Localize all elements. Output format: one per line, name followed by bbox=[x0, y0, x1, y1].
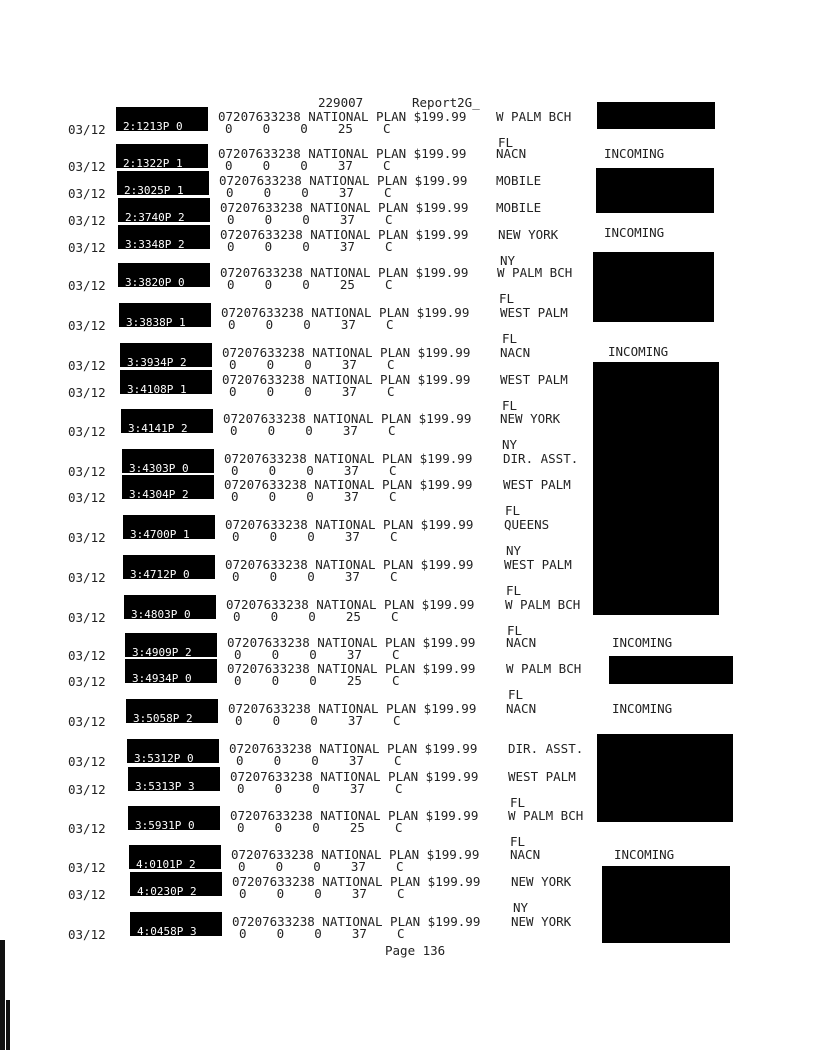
incoming-label: INCOMING bbox=[614, 847, 675, 862]
row-location: W PALM BCH bbox=[497, 265, 573, 280]
row-date: 03/12 bbox=[68, 887, 106, 902]
redaction-block bbox=[596, 168, 714, 213]
row-time: 2:3025P 1 bbox=[124, 184, 184, 197]
row-account: 07207633238 NATIONAL PLAN $199.99 bbox=[221, 305, 470, 320]
row-location: WEST PALM bbox=[500, 305, 568, 320]
row-time: 2:1213P 0 bbox=[123, 120, 183, 133]
row-time: 2:1322P 1 bbox=[123, 157, 183, 170]
row-location: NACN bbox=[506, 635, 537, 650]
row-state: FL bbox=[506, 583, 522, 598]
row-date: 03/12 bbox=[68, 754, 106, 769]
row-account: 07207633238 NATIONAL PLAN $199.99 bbox=[226, 597, 475, 612]
row-location: DIR. ASST. bbox=[503, 451, 579, 466]
row-account: 07207633238 NATIONAL PLAN $199.99 bbox=[218, 109, 467, 124]
row-counts: 0 0 0 37 C bbox=[229, 357, 395, 372]
row-time: 3:5313P 3 bbox=[135, 780, 195, 793]
row-time: 4:0458P 3 bbox=[137, 925, 197, 938]
header-right: Report2G_ bbox=[412, 95, 480, 110]
row-location: WEST PALM bbox=[504, 557, 572, 572]
row-counts: 0 0 0 25 C bbox=[237, 820, 403, 835]
row-location: NACN bbox=[510, 847, 541, 862]
redaction-block bbox=[609, 656, 733, 684]
row-counts: 0 0 0 37 C bbox=[232, 529, 398, 544]
row-state: FL bbox=[507, 623, 523, 638]
row-date: 03/12 bbox=[68, 821, 106, 836]
row-account: 07207633238 NATIONAL PLAN $199.99 bbox=[220, 265, 469, 280]
row-counts: 0 0 0 37 C bbox=[227, 239, 393, 254]
row-date: 03/12 bbox=[68, 186, 106, 201]
incoming-label: INCOMING bbox=[612, 701, 673, 716]
header-left: 229007 bbox=[318, 95, 364, 110]
row-account: 07207633238 NATIONAL PLAN $199.99 bbox=[230, 808, 479, 823]
row-state: NY bbox=[500, 253, 516, 268]
row-account: 07207633238 NATIONAL PLAN $199.99 bbox=[229, 741, 478, 756]
row-location: NACN bbox=[496, 146, 527, 161]
row-counts: 0 0 0 37 C bbox=[239, 926, 405, 941]
row-counts: 0 0 0 37 C bbox=[226, 185, 392, 200]
row-location: NEW YORK bbox=[511, 914, 572, 929]
row-date: 03/12 bbox=[68, 240, 106, 255]
row-date: 03/12 bbox=[68, 358, 106, 373]
row-account: 07207633238 NATIONAL PLAN $199.99 bbox=[218, 146, 467, 161]
row-state: FL bbox=[510, 795, 526, 810]
row-counts: 0 0 0 37 C bbox=[234, 647, 400, 662]
redaction-block bbox=[593, 362, 719, 615]
row-date: 03/12 bbox=[68, 213, 106, 228]
row-time: 3:4803P 0 bbox=[131, 608, 191, 621]
row-location: MOBILE bbox=[496, 200, 542, 215]
redaction-block bbox=[597, 734, 733, 822]
row-time: 3:3348P 2 bbox=[125, 238, 185, 251]
row-time: 3:5312P 0 bbox=[134, 752, 194, 765]
row-date: 03/12 bbox=[68, 674, 106, 689]
row-location: W PALM BCH bbox=[505, 597, 581, 612]
row-account: 07207633238 NATIONAL PLAN $199.99 bbox=[219, 173, 468, 188]
row-time: 3:4108P 1 bbox=[127, 383, 187, 396]
row-date: 03/12 bbox=[68, 464, 106, 479]
row-time: 3:4934P 0 bbox=[132, 672, 192, 685]
row-time: 3:3820P 0 bbox=[125, 276, 185, 289]
row-date: 03/12 bbox=[68, 530, 106, 545]
row-account: 07207633238 NATIONAL PLAN $199.99 bbox=[222, 345, 471, 360]
row-counts: 0 0 0 25 C bbox=[233, 609, 399, 624]
row-location: NEW YORK bbox=[500, 411, 561, 426]
row-time: 3:4700P 1 bbox=[130, 528, 190, 541]
row-state: FL bbox=[499, 291, 515, 306]
row-account: 07207633238 NATIONAL PLAN $199.99 bbox=[224, 477, 473, 492]
row-state: FL bbox=[508, 687, 524, 702]
row-time: 4:0230P 2 bbox=[137, 885, 197, 898]
redaction-block bbox=[593, 252, 714, 322]
row-date: 03/12 bbox=[68, 278, 106, 293]
row-date: 03/12 bbox=[68, 424, 106, 439]
row-account: 07207633238 NATIONAL PLAN $199.99 bbox=[232, 874, 481, 889]
row-account: 07207633238 NATIONAL PLAN $199.99 bbox=[231, 847, 480, 862]
row-time: 3:3934P 2 bbox=[127, 356, 187, 369]
row-date: 03/12 bbox=[68, 385, 106, 400]
scan-edge-mark bbox=[0, 940, 5, 1050]
row-time: 4:0101P 2 bbox=[136, 858, 196, 871]
row-state: FL bbox=[498, 135, 514, 150]
row-location: W PALM BCH bbox=[496, 109, 572, 124]
row-date: 03/12 bbox=[68, 860, 106, 875]
row-date: 03/12 bbox=[68, 570, 106, 585]
row-time: 3:4909P 2 bbox=[132, 646, 192, 659]
row-counts: 0 0 0 25 C bbox=[234, 673, 400, 688]
row-time: 3:3838P 1 bbox=[126, 316, 186, 329]
row-date: 03/12 bbox=[68, 782, 106, 797]
row-state: FL bbox=[502, 398, 518, 413]
row-counts: 0 0 0 37 C bbox=[230, 423, 396, 438]
row-location: WEST PALM bbox=[508, 769, 576, 784]
row-time: 3:4304P 2 bbox=[129, 488, 189, 501]
row-date: 03/12 bbox=[68, 159, 106, 174]
incoming-label: INCOMING bbox=[612, 635, 673, 650]
row-state: NY bbox=[502, 437, 518, 452]
row-account: 07207633238 NATIONAL PLAN $199.99 bbox=[227, 635, 476, 650]
row-date: 03/12 bbox=[68, 318, 106, 333]
incoming-label: INCOMING bbox=[604, 146, 665, 161]
incoming-label: INCOMING bbox=[608, 344, 669, 359]
row-date: 03/12 bbox=[68, 610, 106, 625]
row-time: 3:4303P 0 bbox=[129, 462, 189, 475]
row-counts: 0 0 0 25 C bbox=[227, 277, 393, 292]
row-counts: 0 0 0 37 C bbox=[231, 463, 397, 478]
row-date: 03/12 bbox=[68, 714, 106, 729]
row-location: NEW YORK bbox=[498, 227, 559, 242]
row-account: 07207633238 NATIONAL PLAN $199.99 bbox=[220, 227, 469, 242]
row-date: 03/12 bbox=[68, 648, 106, 663]
row-location: QUEENS bbox=[504, 517, 550, 532]
row-account: 07207633238 NATIONAL PLAN $199.99 bbox=[223, 411, 472, 426]
row-counts: 0 0 0 37 C bbox=[227, 212, 393, 227]
row-state: NY bbox=[513, 900, 529, 915]
row-location: DIR. ASST. bbox=[508, 741, 584, 756]
row-time: 3:5058P 2 bbox=[133, 712, 193, 725]
row-account: 07207633238 NATIONAL PLAN $199.99 bbox=[228, 701, 477, 716]
row-time: 3:5931P 0 bbox=[135, 819, 195, 832]
row-counts: 0 0 0 37 C bbox=[229, 384, 395, 399]
row-location: W PALM BCH bbox=[506, 661, 582, 676]
row-date: 03/12 bbox=[68, 927, 106, 942]
row-account: 07207633238 NATIONAL PLAN $199.99 bbox=[220, 200, 469, 215]
page-number: Page 136 bbox=[385, 943, 446, 958]
row-counts: 0 0 0 37 C bbox=[238, 859, 404, 874]
row-counts: 0 0 0 37 C bbox=[239, 886, 405, 901]
row-account: 07207633238 NATIONAL PLAN $199.99 bbox=[225, 517, 474, 532]
redaction-block bbox=[597, 102, 715, 129]
row-location: W PALM BCH bbox=[508, 808, 584, 823]
row-location: MOBILE bbox=[496, 173, 542, 188]
scan-edge-mark bbox=[6, 1000, 10, 1050]
row-location: WEST PALM bbox=[503, 477, 571, 492]
row-location: NACN bbox=[500, 345, 531, 360]
row-account: 07207633238 NATIONAL PLAN $199.99 bbox=[230, 769, 479, 784]
row-counts: 0 0 0 37 C bbox=[232, 569, 398, 584]
incoming-label: INCOMING bbox=[604, 225, 665, 240]
row-account: 07207633238 NATIONAL PLAN $199.99 bbox=[225, 557, 474, 572]
row-time: 2:3740P 2 bbox=[125, 211, 185, 224]
row-counts: 0 0 0 37 C bbox=[228, 317, 394, 332]
row-counts: 0 0 0 37 C bbox=[231, 489, 397, 504]
redaction-block bbox=[602, 866, 730, 943]
row-time: 3:4712P 0 bbox=[130, 568, 190, 581]
row-state: NY bbox=[506, 543, 522, 558]
row-date: 03/12 bbox=[68, 490, 106, 505]
row-counts: 0 0 0 37 C bbox=[236, 753, 402, 768]
row-location: WEST PALM bbox=[500, 372, 568, 387]
row-state: FL bbox=[502, 331, 518, 346]
row-state: FL bbox=[505, 503, 521, 518]
row-counts: 0 0 0 37 C bbox=[225, 158, 391, 173]
row-account: 07207633238 NATIONAL PLAN $199.99 bbox=[224, 451, 473, 466]
row-location: NEW YORK bbox=[511, 874, 572, 889]
row-time: 3:4141P 2 bbox=[128, 422, 188, 435]
row-account: 07207633238 NATIONAL PLAN $199.99 bbox=[232, 914, 481, 929]
row-date: 03/12 bbox=[68, 122, 106, 137]
row-counts: 0 0 0 37 C bbox=[235, 713, 401, 728]
row-account: 07207633238 NATIONAL PLAN $199.99 bbox=[222, 372, 471, 387]
row-location: NACN bbox=[506, 701, 537, 716]
row-state: FL bbox=[510, 834, 526, 849]
row-counts: 0 0 0 37 C bbox=[237, 781, 403, 796]
row-counts: 0 0 0 25 C bbox=[225, 121, 391, 136]
row-account: 07207633238 NATIONAL PLAN $199.99 bbox=[227, 661, 476, 676]
